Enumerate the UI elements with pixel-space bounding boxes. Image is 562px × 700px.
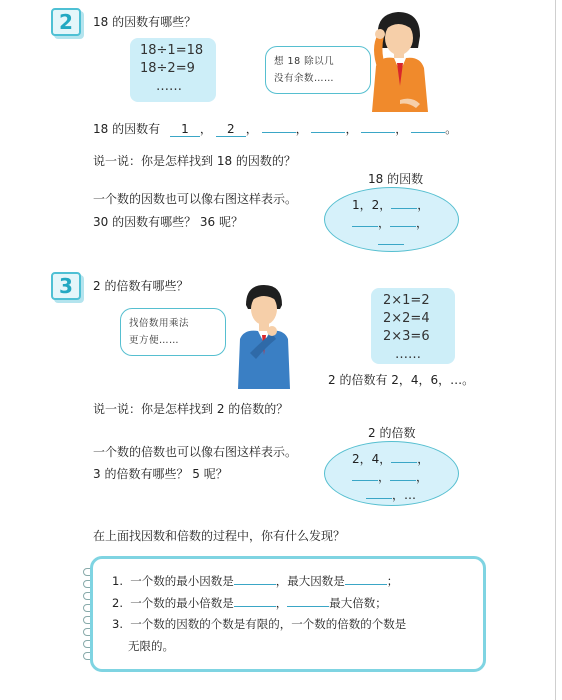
finding-number: 3.	[112, 617, 123, 631]
boy-illustration	[232, 283, 296, 389]
factor-set-row-2	[352, 214, 428, 231]
calc-ellipsis: ……	[395, 347, 421, 362]
girl-thought-bubble	[265, 46, 371, 94]
factors-answer-line	[93, 121, 457, 137]
example-2-badge: 2	[51, 8, 81, 36]
finding-3-continued: 无限的。	[128, 639, 174, 653]
set-blank[interactable]	[352, 214, 378, 227]
multiplication-calc-box	[371, 288, 455, 364]
finding-blank[interactable]	[234, 594, 276, 607]
multiples-represent-text: 一个数的倍数也可以像右图这样表示。	[93, 445, 298, 459]
factor-set-values: 1，2，	[352, 198, 392, 212]
boy-thought-bubble	[120, 308, 226, 356]
calc-line: 18÷2=9	[140, 61, 195, 76]
multiples-discuss-prompt: 说一说：你是怎样找到 2 的倍数的？	[93, 402, 289, 416]
multiple-set-row-2	[352, 468, 428, 485]
factor-set-row-3	[378, 232, 404, 248]
finding-blank[interactable]	[287, 594, 329, 607]
comma: ，	[199, 122, 212, 136]
multiple-set-values: 2，4，	[352, 452, 392, 466]
finding-1	[112, 572, 398, 589]
calc-line: 2×2=4	[383, 311, 430, 326]
factors-followup: 30 的因数有哪些？ 36 呢？	[93, 215, 243, 229]
comma: ，	[378, 470, 391, 484]
finding-2	[112, 594, 387, 611]
finding-blank[interactable]	[234, 572, 276, 585]
factor-set-row-1	[352, 196, 429, 213]
comma: ，	[416, 216, 429, 230]
thought-line: 找倍数用乘法	[129, 318, 190, 329]
findings-prompt: 在上面找因数和倍数的过程中，你有什么发现？	[93, 529, 346, 543]
calc-line: 18÷1=18	[140, 43, 204, 58]
comma: ，	[295, 122, 308, 136]
set-blank[interactable]	[378, 232, 404, 245]
finding-number: 2.	[112, 596, 123, 610]
answer-blank[interactable]	[361, 132, 395, 133]
set-blank[interactable]	[391, 450, 417, 463]
page-edge-rule	[555, 0, 556, 700]
multiple-set-row-3	[366, 486, 416, 503]
answer-blank[interactable]	[311, 132, 345, 133]
example-3-badge: 3	[51, 272, 81, 300]
set-blank[interactable]	[391, 196, 417, 209]
multiples-of-2-line: 2 的倍数有 2，4，6，…。	[328, 373, 475, 387]
calc-line: 2×1=2	[383, 293, 430, 308]
factors-represent-text: 一个数的因数也可以像右图这样表示。	[93, 192, 298, 206]
finding-3	[112, 616, 406, 632]
comma: ，	[245, 122, 258, 136]
set-blank[interactable]	[390, 468, 416, 481]
comma: ，	[345, 122, 358, 136]
calc-ellipsis: ……	[156, 79, 182, 94]
answer-blank: 1	[170, 122, 200, 137]
thought-line: 没有余数……	[274, 73, 335, 84]
answer-blank: 2	[216, 122, 246, 137]
set-blank[interactable]	[366, 486, 392, 499]
thought-line: 更方便……	[129, 335, 180, 346]
finding-text: 一个数的最小倍数是	[130, 596, 234, 610]
answer-blank[interactable]	[411, 132, 445, 133]
finding-text: ；	[386, 574, 399, 588]
finding-text: 一个数的因数的个数是有限的，一个数的倍数的个数是	[130, 617, 407, 631]
answer-blank[interactable]	[262, 132, 296, 133]
set-blank[interactable]	[390, 214, 416, 227]
factor-set-label: 18 的因数	[368, 172, 424, 186]
multiples-question: 2 的倍数有哪些？	[93, 279, 189, 293]
girl-illustration	[360, 8, 440, 112]
factors-discuss-prompt: 说一说：你是怎样找到 18 的因数的？	[93, 154, 296, 168]
thought-line: 想 18 除以几	[274, 56, 335, 67]
set-blank[interactable]	[352, 468, 378, 481]
multiple-set-tail: ，…	[392, 488, 417, 502]
answer-prefix: 18 的因数有	[93, 122, 161, 136]
multiple-set-label: 2 的倍数	[368, 426, 416, 440]
comma: ，	[417, 198, 430, 212]
comma: ，	[378, 216, 391, 230]
multiple-set-row-1	[352, 450, 429, 467]
finding-number: 1.	[112, 574, 123, 588]
finding-text: ，最大因数是	[275, 574, 345, 588]
division-calc-box	[130, 38, 216, 102]
comma: ，	[416, 470, 429, 484]
period: 。	[445, 122, 458, 136]
comma: ，	[395, 122, 408, 136]
comma: ，	[417, 452, 430, 466]
finding-text: 一个数的最小因数是	[130, 574, 234, 588]
finding-blank[interactable]	[345, 572, 387, 585]
calc-line: 2×3=6	[383, 329, 430, 344]
factors-question: 18 的因数有哪些？	[93, 15, 197, 29]
finding-text: 最大倍数；	[329, 596, 387, 610]
finding-text: ，	[275, 596, 288, 610]
multiples-followup: 3 的倍数有哪些？ 5 呢？	[93, 467, 228, 481]
